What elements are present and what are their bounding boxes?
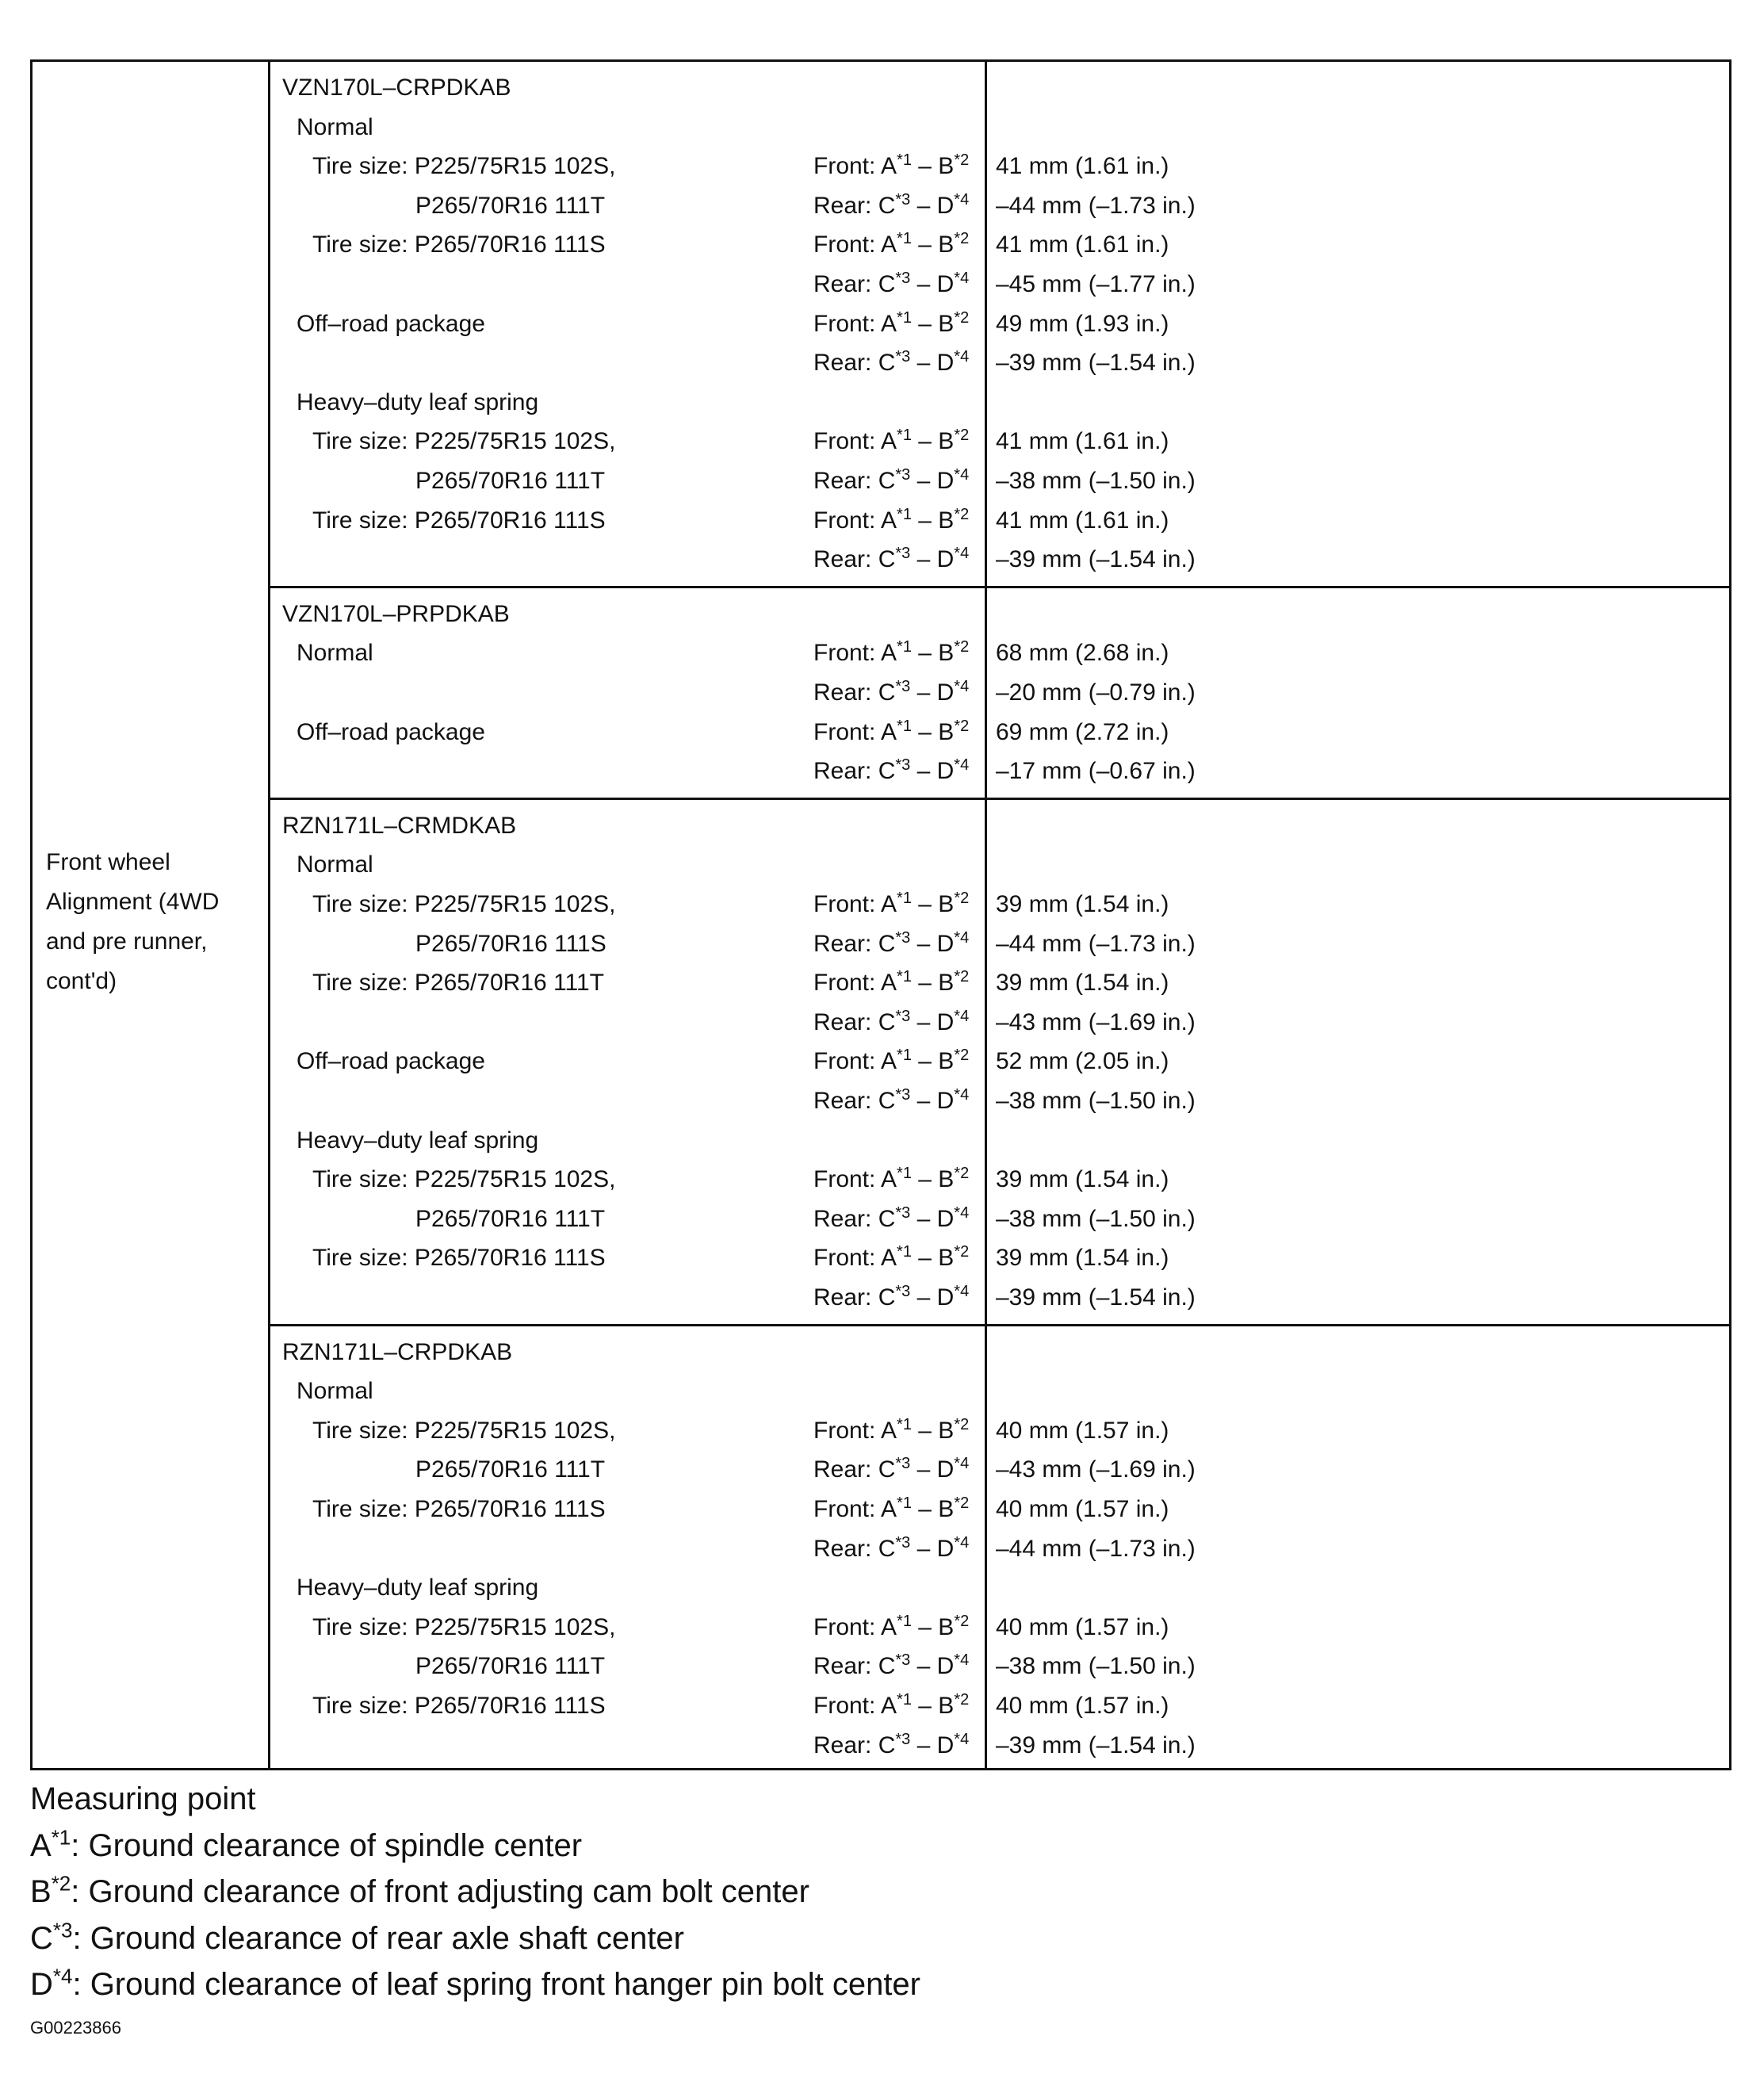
front-measure-label: Front: $A^{*1} - B^{*2}$	[813, 968, 970, 997]
figure-id: G00223866	[30, 2018, 121, 2038]
clearance-value: 40 mm (1.57 in.)	[996, 1417, 1169, 1444]
footnote-marker: *2	[954, 505, 970, 523]
group-separator	[270, 798, 1729, 800]
front-measure-label: Front: $A^{*1} - B^{*2}$	[813, 1047, 970, 1075]
footnote-marker: *1	[897, 1494, 912, 1512]
spec-row	[273, 1081, 1729, 1121]
measuring-point-item: $D^{*4}$: Ground clearance of leaf spring front hanger pin bolt center	[30, 1964, 920, 2002]
rear-measure-label: Rear: $C^{*3} - D^{*4}$	[813, 1085, 970, 1114]
footnote-marker: *2	[954, 1243, 970, 1261]
spec-row-label: Off–road package	[297, 718, 485, 745]
spec-row	[273, 845, 1729, 885]
clearance-value: 41 mm (1.61 in.)	[996, 232, 1169, 258]
footnote-marker: *4	[954, 465, 970, 484]
footnote-marker: *2	[954, 1415, 970, 1433]
footnote-marker: *2	[954, 230, 970, 248]
model-group	[273, 68, 1729, 580]
clearance-value: –39 mm (–1.54 in.)	[996, 350, 1196, 377]
spec-row	[273, 885, 1729, 924]
alignment-spec-table	[30, 59, 1731, 1770]
model-code: VZN170L–CRPDKAB	[282, 75, 511, 101]
clearance-value: 41 mm (1.61 in.)	[996, 153, 1169, 180]
spec-row-label: Tire size: P225/75R15 102S,	[312, 1166, 616, 1193]
spec-row-label: P265/70R16 111T	[415, 1205, 606, 1232]
spec-row-label: Tire size: P265/70R16 111S	[312, 232, 606, 258]
clearance-value: 52 mm (2.05 in.)	[996, 1048, 1169, 1075]
footnote-marker: *2	[954, 1165, 970, 1183]
spec-row-label: Normal	[297, 851, 373, 878]
spec-row	[273, 383, 1729, 423]
clearance-value: –39 mm (–1.54 in.)	[996, 1284, 1196, 1311]
footnote-marker: *2	[954, 1047, 970, 1065]
footnote-marker: *2	[954, 968, 970, 986]
front-measure-label: Front: $A^{*1} - B^{*2}$	[813, 308, 970, 337]
spec-row	[273, 225, 1729, 265]
spec-row	[273, 963, 1729, 1003]
spec-row	[273, 1278, 1729, 1318]
footnote-marker: *3	[895, 1455, 911, 1473]
spec-row-label: Tire size: P265/70R16 111S	[312, 1245, 606, 1272]
spec-row-label: P265/70R16 111T	[415, 192, 606, 219]
footnote-marker: *4	[954, 348, 970, 366]
rear-measure-label: Rear: $C^{*3} - D^{*4}$	[813, 348, 970, 377]
footnote-marker: *2	[954, 638, 970, 656]
footnote-marker: *1	[51, 1825, 71, 1850]
front-measure-label: Front: $A^{*1} - B^{*2}$	[813, 717, 970, 745]
front-measure-label: Front: $A^{*1} - B^{*2}$	[813, 427, 970, 455]
footnote-marker: *4	[954, 1730, 970, 1748]
spec-row-label: Tire size: P225/75R15 102S,	[312, 1417, 616, 1444]
spec-row-label: P265/70R16 111T	[415, 1653, 606, 1680]
spec-row-label: P265/70R16 111T	[415, 467, 606, 494]
rear-measure-label: Rear: $C^{*3} - D^{*4}$	[813, 1007, 970, 1035]
footnote-marker: *4	[954, 1203, 970, 1222]
footnote-marker: *1	[897, 427, 912, 445]
spec-row	[273, 501, 1729, 541]
clearance-value: –17 mm (–0.67 in.)	[996, 758, 1196, 785]
footnote-marker: *1	[897, 1165, 912, 1183]
clearance-value: 40 mm (1.57 in.)	[996, 1613, 1169, 1640]
clearance-value: –39 mm (–1.54 in.)	[996, 1732, 1196, 1758]
footnote-marker: *4	[954, 1007, 970, 1025]
spec-row	[273, 304, 1729, 344]
footnote-marker: *1	[897, 889, 912, 907]
clearance-value: –43 mm (–1.69 in.)	[996, 1456, 1196, 1483]
clearance-value: 41 mm (1.61 in.)	[996, 507, 1169, 534]
rear-measure-label: Rear: $C^{*3} - D^{*4}$	[813, 928, 970, 957]
footnote-marker: *2	[954, 308, 970, 327]
footnote-marker: *2	[51, 1871, 71, 1896]
footnote-marker: *3	[895, 348, 911, 366]
spec-row-label: Tire size: P225/75R15 102S,	[312, 890, 616, 917]
rear-measure-label: Rear: $C^{*3} - D^{*4}$	[813, 677, 970, 706]
rear-measure-label: Rear: $C^{*3} - D^{*4}$	[813, 1730, 970, 1758]
model-code-row	[273, 1333, 1729, 1372]
footnote-marker: *2	[954, 717, 970, 735]
footnote-marker: *3	[895, 1533, 911, 1552]
footnote-marker: *4	[954, 545, 970, 563]
spec-row	[273, 1568, 1729, 1608]
spec-row	[273, 633, 1729, 673]
spec-row	[273, 673, 1729, 713]
spec-row-label: Tire size: P225/75R15 102S,	[312, 153, 616, 180]
category-cell	[33, 62, 270, 1768]
footnote-marker: *3	[895, 1730, 911, 1748]
spec-row-label: Tire size: P265/70R16 111S	[312, 1495, 606, 1522]
clearance-value: 41 mm (1.61 in.)	[996, 428, 1169, 455]
model-code-row	[273, 68, 1729, 108]
group-separator	[270, 586, 1729, 588]
spec-row-label: P265/70R16 111S	[415, 930, 606, 957]
footnote-marker: *3	[895, 465, 911, 484]
front-measure-label: Front: $A^{*1} - B^{*2}$	[813, 1690, 970, 1719]
footnote-marker: *1	[897, 1612, 912, 1630]
footnote-marker: *1	[897, 1243, 912, 1261]
spec-row-label: Off–road package	[297, 310, 485, 337]
spec-row	[273, 1411, 1729, 1451]
front-measure-label: Front: $A^{*1} - B^{*2}$	[813, 505, 970, 534]
spec-row	[273, 108, 1729, 147]
spec-row	[273, 1529, 1729, 1569]
clearance-value: –44 mm (–1.73 in.)	[996, 1535, 1196, 1562]
footnote-marker: *3	[895, 928, 911, 947]
clearance-value: 39 mm (1.54 in.)	[996, 970, 1169, 997]
spec-row	[273, 713, 1729, 752]
model-code: RZN171L–CRMDKAB	[282, 812, 517, 839]
spec-row	[273, 1160, 1729, 1200]
footnote-marker: *4	[52, 1964, 73, 1988]
clearance-value: –38 mm (–1.50 in.)	[996, 1653, 1196, 1680]
clearance-value: –44 mm (–1.73 in.)	[996, 930, 1196, 957]
footnote-marker: *1	[897, 505, 912, 523]
clearance-value: 39 mm (1.54 in.)	[996, 890, 1169, 917]
footnote-marker: *3	[895, 677, 911, 695]
clearance-value: –20 mm (–0.79 in.)	[996, 679, 1196, 706]
footnote-marker: *4	[954, 1282, 970, 1300]
footnote-marker: *4	[954, 1533, 970, 1552]
spec-row	[273, 1238, 1729, 1278]
clearance-value: –38 mm (–1.50 in.)	[996, 1205, 1196, 1232]
footnote-marker: *3	[895, 269, 911, 287]
footnote-marker: *3	[895, 1203, 911, 1222]
clearance-value: 69 mm (2.72 in.)	[996, 718, 1169, 745]
front-measure-label: Front: $A^{*1} - B^{*2}$	[813, 1494, 970, 1522]
spec-row	[273, 1647, 1729, 1686]
footnote-marker: *1	[897, 1047, 912, 1065]
spec-row	[273, 540, 1729, 580]
clearance-value: 40 mm (1.57 in.)	[996, 1495, 1169, 1522]
spec-row	[273, 265, 1729, 304]
clearance-value: 39 mm (1.54 in.)	[996, 1245, 1169, 1272]
clearance-value: 40 mm (1.57 in.)	[996, 1692, 1169, 1719]
spec-row-label: Heavy–duty leaf spring	[297, 388, 539, 415]
measuring-point-item: $A^{*1}$: Ground clearance of spindle center	[30, 1825, 583, 1863]
front-measure-label: Front: $A^{*1} - B^{*2}$	[813, 230, 970, 258]
footnote-marker: *2	[954, 889, 970, 907]
spec-row	[273, 924, 1729, 964]
measuring-point-item: $C^{*3}$: Ground clearance of rear axle shaft center	[30, 1918, 684, 1956]
front-measure-label: Front: $A^{*1} - B^{*2}$	[813, 1612, 970, 1640]
footnote-marker: *3	[895, 1007, 911, 1025]
front-measure-label: Front: $A^{*1} - B^{*2}$	[813, 1165, 970, 1193]
rear-measure-label: Rear: $C^{*3} - D^{*4}$	[813, 545, 970, 573]
notes-title: Measuring point	[30, 1781, 256, 1816]
footnote-marker: *2	[954, 151, 970, 170]
clearance-value: –45 mm (–1.77 in.)	[996, 270, 1196, 297]
spec-row	[273, 1200, 1729, 1239]
footnote-marker: *1	[897, 1690, 912, 1709]
footnote-marker: *1	[897, 308, 912, 327]
spec-row	[273, 1003, 1729, 1043]
front-measure-label: Front: $A^{*1} - B^{*2}$	[813, 638, 970, 667]
footnote-marker: *3	[895, 756, 911, 775]
footnote-marker: *1	[897, 638, 912, 656]
spec-row	[273, 752, 1729, 791]
rear-measure-label: Rear: $C^{*3} - D^{*4}$	[813, 190, 970, 219]
clearance-value: –39 mm (–1.54 in.)	[996, 546, 1196, 573]
front-measure-label: Front: $A^{*1} - B^{*2}$	[813, 1415, 970, 1444]
spec-row	[273, 1372, 1729, 1411]
spec-row	[273, 1042, 1729, 1081]
rear-measure-label: Rear: $C^{*3} - D^{*4}$	[813, 1651, 970, 1680]
model-code: RZN171L–CRPDKAB	[282, 1338, 513, 1365]
footnote-marker: *4	[954, 190, 970, 209]
footnote-marker: *1	[897, 717, 912, 735]
spec-row-label: Normal	[297, 640, 373, 667]
footnote-marker: *3	[895, 1651, 911, 1670]
spec-row-label: Tire size: P265/70R16 111T	[312, 970, 604, 997]
footnote-marker: *2	[954, 427, 970, 445]
footnote-marker: *3	[895, 190, 911, 209]
spec-row-label: Normal	[297, 113, 373, 140]
front-measure-label: Front: $A^{*1} - B^{*2}$	[813, 151, 970, 180]
spec-row	[273, 343, 1729, 383]
footnote-marker: *4	[954, 677, 970, 695]
spec-row-label: Tire size: P265/70R16 111S	[312, 1692, 606, 1719]
clearance-value: –44 mm (–1.73 in.)	[996, 192, 1196, 219]
footnote-marker: *3	[895, 1282, 911, 1300]
model-group	[273, 595, 1729, 791]
model-group	[273, 806, 1729, 1318]
footnote-marker: *4	[954, 1455, 970, 1473]
spec-row	[273, 1726, 1729, 1766]
clearance-value: –38 mm (–1.50 in.)	[996, 1087, 1196, 1114]
spec-row	[273, 422, 1729, 461]
footnote-marker: *3	[895, 1085, 911, 1104]
clearance-value: 68 mm (2.68 in.)	[996, 640, 1169, 667]
footnote-marker: *2	[954, 1612, 970, 1630]
model-code-row	[273, 806, 1729, 846]
footnote-marker: *1	[897, 1415, 912, 1433]
footnote-marker: *1	[897, 968, 912, 986]
category-label: Front wheel Alignment (4WD and pre runner, cont'd)	[46, 849, 220, 994]
measuring-point-item: $B^{*2}$: Ground clearance of front adjusting cam bolt center	[30, 1871, 809, 1909]
clearance-value: –38 mm (–1.50 in.)	[996, 467, 1196, 494]
spec-row	[273, 1686, 1729, 1726]
clearance-value: 49 mm (1.93 in.)	[996, 310, 1169, 337]
footnote-marker: *2	[954, 1494, 970, 1512]
spec-row-label: Tire size: P225/75R15 102S,	[312, 428, 616, 455]
footnote-marker: *4	[954, 1085, 970, 1104]
spec-row-label: P265/70R16 111T	[415, 1456, 606, 1483]
spec-row-label: Heavy–duty leaf spring	[297, 1127, 539, 1154]
footnote-marker: *4	[954, 1651, 970, 1670]
spec-row	[273, 1608, 1729, 1647]
footnote-marker: *4	[954, 269, 970, 287]
footnote-marker: *4	[954, 756, 970, 775]
rear-measure-label: Rear: $C^{*3} - D^{*4}$	[813, 1282, 970, 1311]
notes-list	[30, 1823, 920, 2008]
spec-row	[273, 1450, 1729, 1490]
footnote-marker: *2	[954, 1690, 970, 1709]
rear-measure-label: Rear: $C^{*3} - D^{*4}$	[813, 756, 970, 785]
rear-measure-label: Rear: $C^{*3} - D^{*4}$	[813, 269, 970, 297]
model-code: VZN170L–PRPDKAB	[282, 600, 510, 627]
model-code-row	[273, 595, 1729, 634]
footnote-marker: *3	[895, 545, 911, 563]
spec-row	[273, 147, 1729, 186]
spec-row	[273, 1121, 1729, 1161]
spec-row-label: Tire size: P265/70R16 111S	[312, 507, 606, 534]
clearance-value: –43 mm (–1.69 in.)	[996, 1008, 1196, 1035]
footnote-marker: *4	[954, 928, 970, 947]
footnote-marker: *3	[52, 1918, 73, 1942]
spec-row-label: Heavy–duty leaf spring	[297, 1575, 539, 1601]
spec-row	[273, 461, 1729, 501]
rear-measure-label: Rear: $C^{*3} - D^{*4}$	[813, 465, 970, 494]
front-measure-label: Front: $A^{*1} - B^{*2}$	[813, 889, 970, 917]
spec-row-label: Normal	[297, 1378, 373, 1405]
rear-measure-label: Rear: $C^{*3} - D^{*4}$	[813, 1203, 970, 1232]
group-separator	[270, 1324, 1729, 1326]
footnote-marker: *1	[897, 230, 912, 248]
spec-row	[273, 186, 1729, 226]
spec-row-label: Off–road package	[297, 1048, 485, 1075]
rear-measure-label: Rear: $C^{*3} - D^{*4}$	[813, 1533, 970, 1562]
spec-row	[273, 1490, 1729, 1529]
front-measure-label: Front: $A^{*1} - B^{*2}$	[813, 1243, 970, 1272]
footnote-marker: *1	[897, 151, 912, 170]
measuring-point-notes	[30, 1776, 920, 2008]
rear-measure-label: Rear: $C^{*3} - D^{*4}$	[813, 1455, 970, 1483]
spec-row-label: Tire size: P225/75R15 102S,	[312, 1613, 616, 1640]
clearance-value: 39 mm (1.54 in.)	[996, 1166, 1169, 1193]
model-group	[273, 1333, 1729, 1766]
